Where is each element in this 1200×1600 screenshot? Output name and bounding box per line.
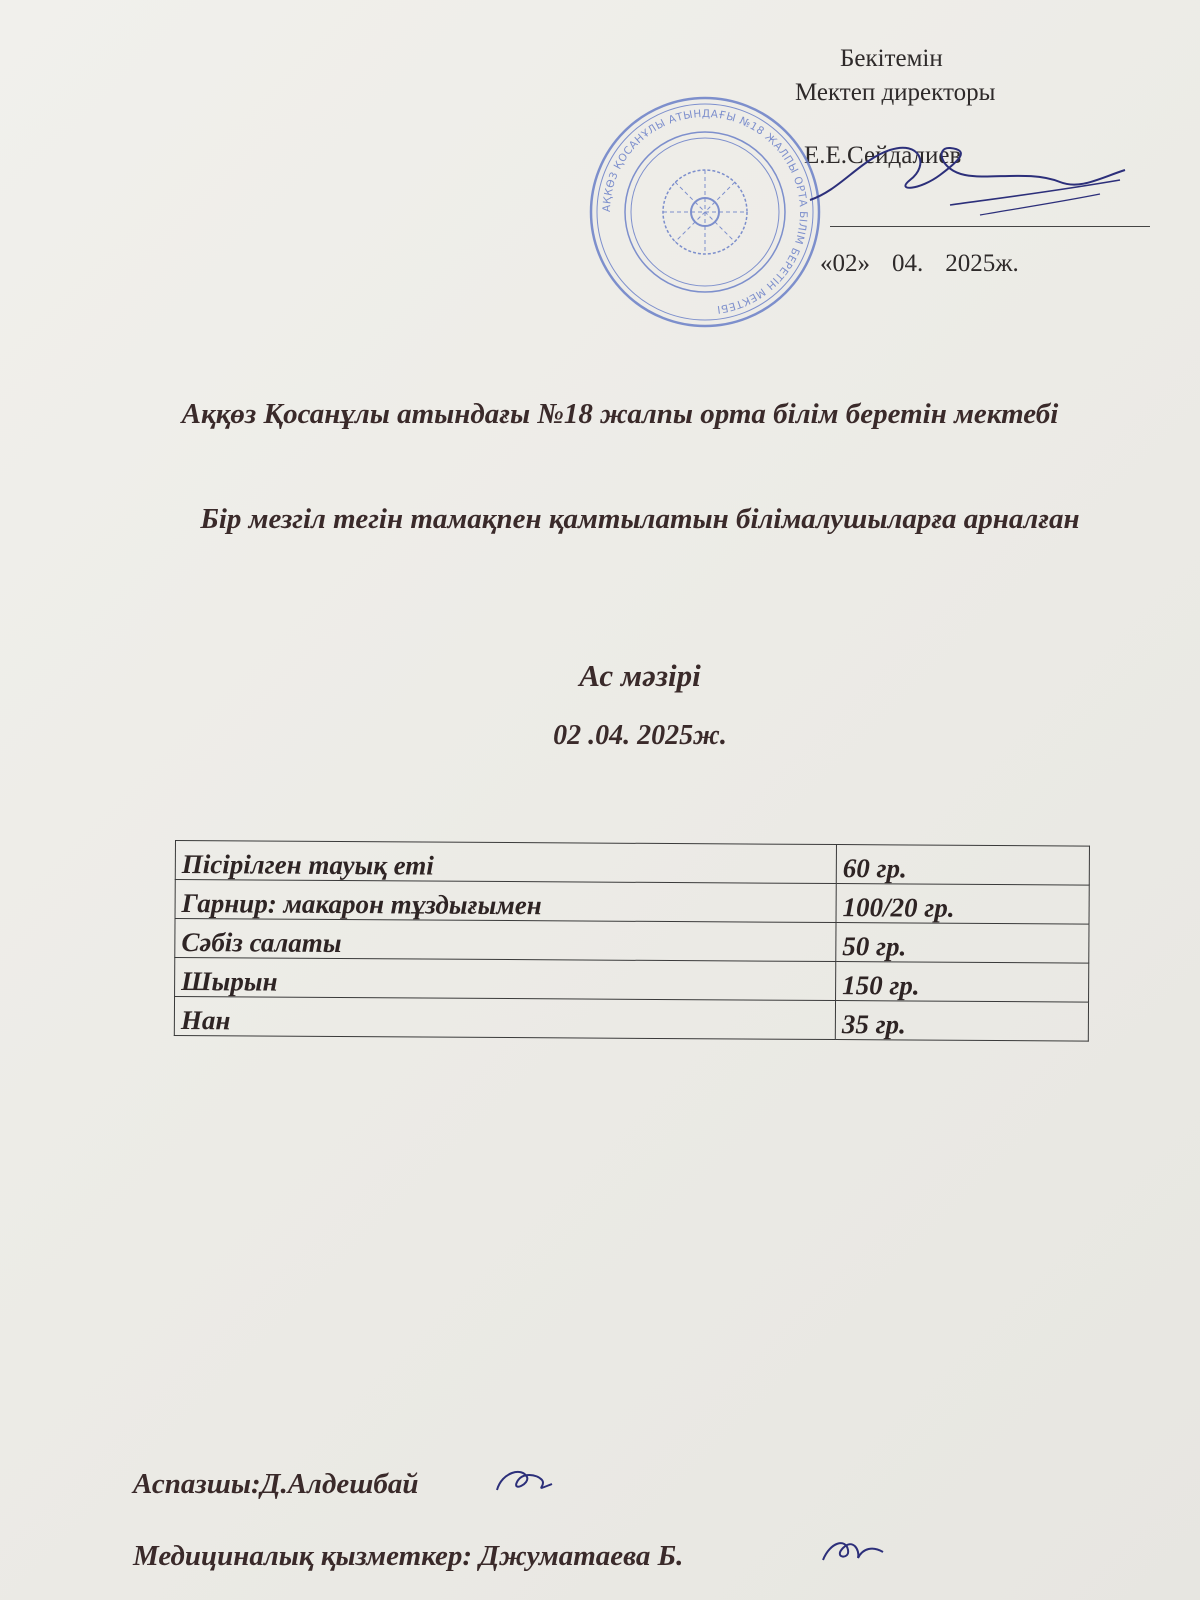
menu-item: Шырын <box>175 958 836 1001</box>
menu-amount: 35 гр. <box>835 1001 1088 1042</box>
cook-signature <box>492 1462 562 1502</box>
director-signature <box>800 120 1130 230</box>
school-name: Аққөз Қосанұлы атындағы №18 жалпы орта білім беретін мектебі <box>181 398 1059 430</box>
menu-title: Ас мәзірі <box>579 658 701 693</box>
menu-amount: 50 гр. <box>836 923 1089 964</box>
approval-position: Мектеп директоры <box>795 79 996 106</box>
menu-item: Нан <box>174 997 835 1040</box>
menu-amount: 150 гр. <box>836 962 1089 1003</box>
table-row <box>174 997 1088 1042</box>
approval-date-day: «02» <box>820 250 870 277</box>
approval-date-year: 2025ж. <box>945 250 1019 277</box>
table-row <box>175 958 1089 1003</box>
menu-table <box>174 840 1090 1042</box>
menu-amount: 60 гр. <box>836 845 1089 886</box>
approval-title: Бекітемін <box>840 45 943 72</box>
medic-signature <box>818 1530 888 1570</box>
table-row <box>175 880 1089 925</box>
seal-text: АҚКӨЗ ҚОСАНҰЛЫ АТЫНДАҒЫ №18 ЖАЛПЫ ОРТА БІЛІМ БЕРЕТІН МЕКТЕБІ <box>600 107 810 316</box>
menu-item: Сәбіз салаты <box>175 919 836 962</box>
menu-item: Пісірілген тауық еті <box>175 841 836 884</box>
approval-name: Е.Е.Сейдалиев <box>804 142 962 169</box>
menu-purpose: Бір мезгіл тегін тамақпен қамтылатын білімалушыларға арналған <box>200 503 1080 535</box>
cook-name: Аспазшы:Д.Алдешбай <box>133 1468 419 1500</box>
medic-signature-line <box>133 1540 683 1573</box>
menu-amount: 100/20 гр. <box>836 884 1089 925</box>
menu-item: Гарнир: макарон тұздығымен <box>175 880 836 923</box>
approval-date <box>820 249 1041 279</box>
table-row <box>175 841 1089 886</box>
approval-date-month: 04. <box>892 250 924 277</box>
medic-name: Медициналық қызметкер: Джуматаева Б. <box>133 1540 684 1572</box>
cook-signature-line <box>133 1468 418 1501</box>
school-seal <box>585 92 825 332</box>
table-row <box>175 919 1089 964</box>
menu-date: 02 .04. 2025ж. <box>553 720 727 751</box>
